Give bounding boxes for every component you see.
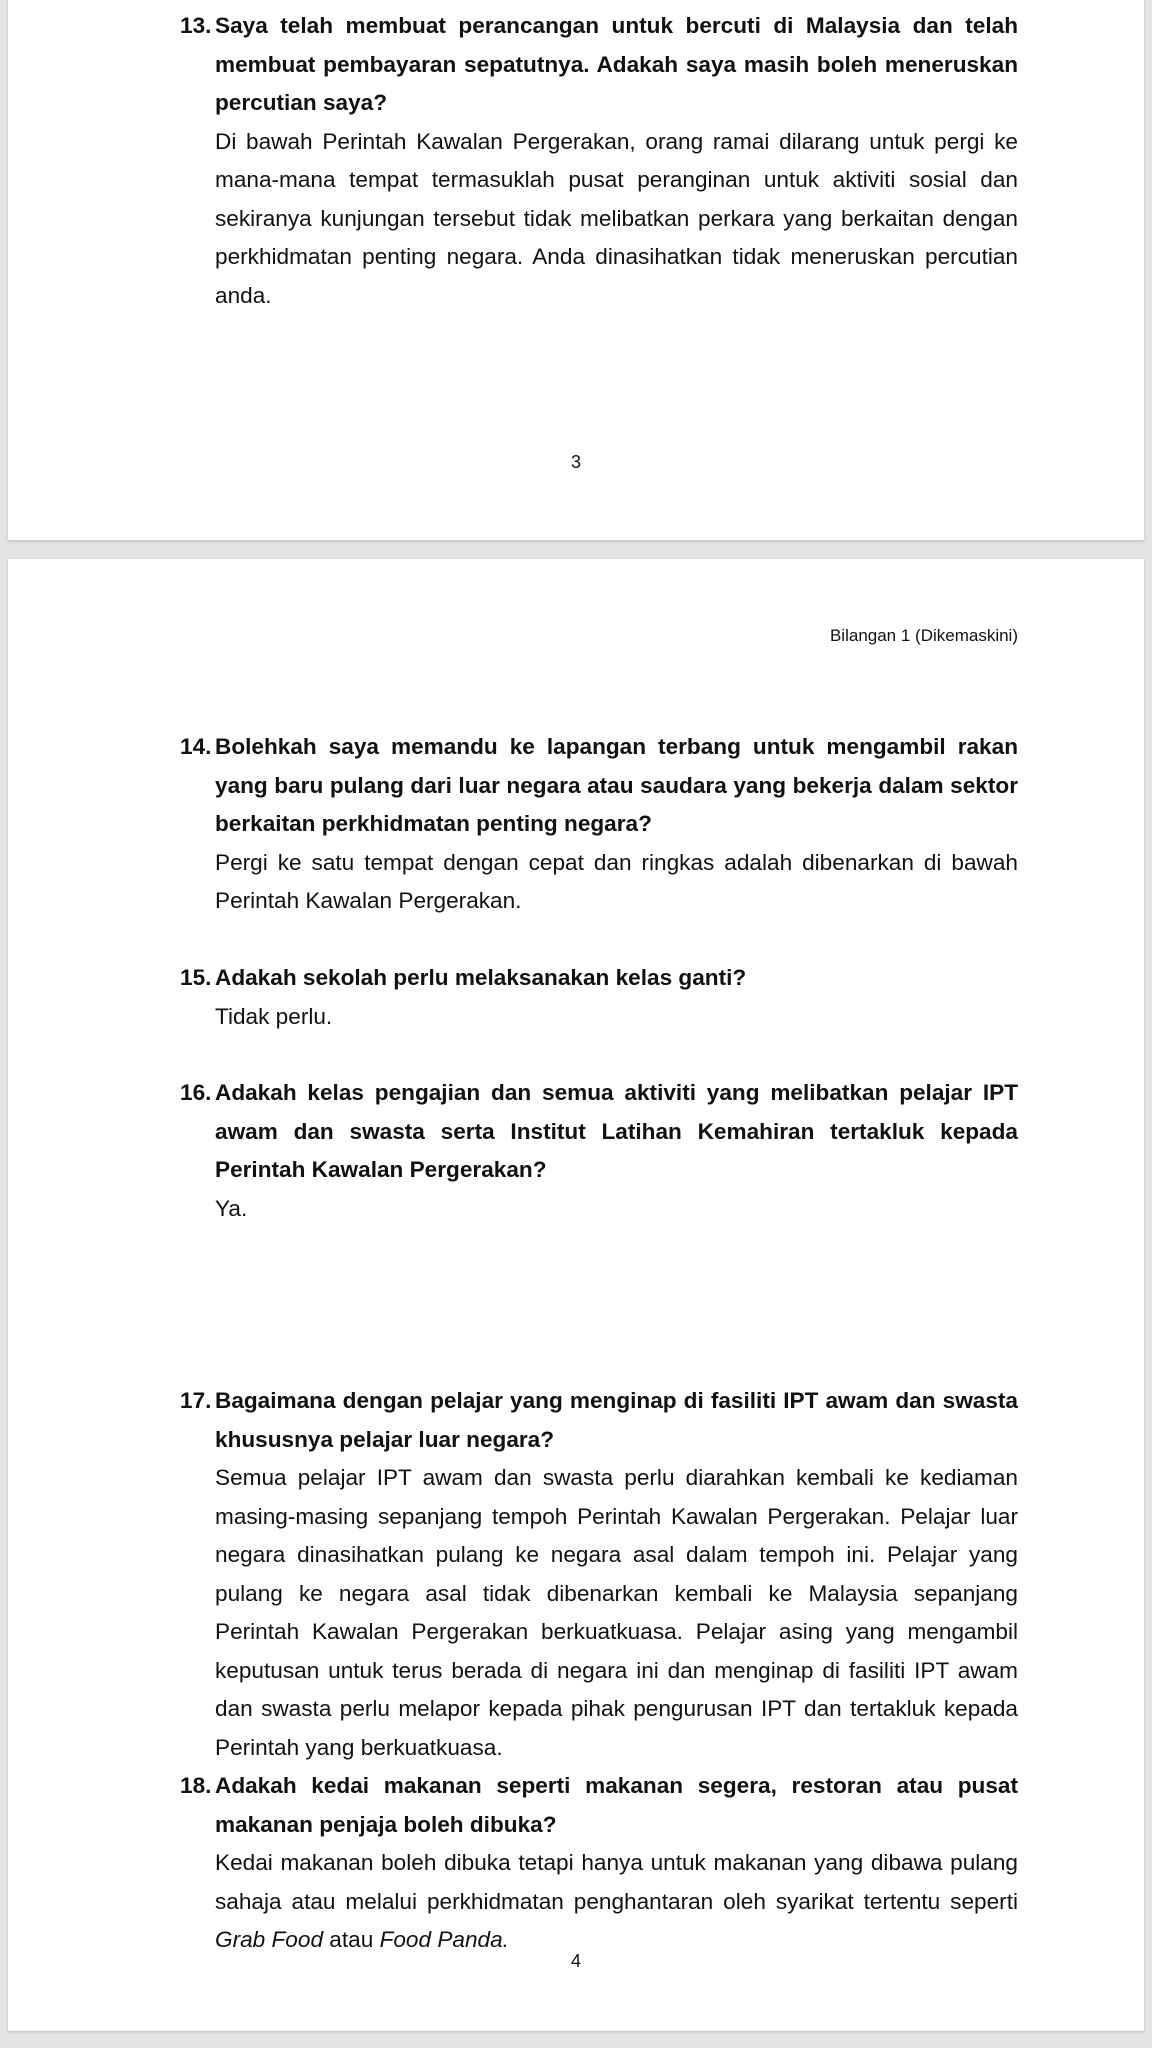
answer-text: Semua pelajar IPT awam dan swasta perlu diarahkan kembali ke kediaman masing-masing sepanjang tempoh Perintah Kawalan Pergerakan. Pelajar luar negara dinasihatkan pulang ke negara asal dalam tempoh ini. Pelajar yang pulang ke negara asal tidak dibenarkan kembali ke Malaysia sepanjang Perintah Kawalan Pergerakan berkuatkuasa. Pelajar asing yang mengambil keputusan untuk terus berada di negara ini dan menginap di fasiliti IPT awam dan swasta perlu melapor kepada pihak pengurusan IPT dan tertakluk kepada Perintah yang berkuatkuasa. [215, 1465, 1018, 1760]
question-number: 15. [180, 965, 212, 990]
question-text: Adakah sekolah perlu melaksanakan kelas ganti? [215, 965, 747, 990]
document-page-3 [8, 0, 1144, 540]
question-number: 17. [180, 1388, 212, 1413]
answer-text: Pergi ke satu tempat dengan cepat dan ringkas adalah dibenarkan di bawah Perintah Kawalan Pergerakan. [215, 849, 1018, 913]
qa-item-16 [180, 1074, 1018, 1228]
answer-join: atau [329, 1927, 374, 1952]
question-number: 14. [180, 734, 212, 759]
question [180, 7, 1018, 123]
qa-item-17 [180, 1382, 1018, 1767]
question-text: Bolehkah saya memandu ke lapangan terbang untuk mengambil rakan yang baru pulang dari luar negara atau saudara yang bekerja dalam sektor berkaitan perkhidmatan penting negara? [215, 734, 1018, 836]
page-header: Bilangan 1 (Dikemaskini) [829, 626, 1018, 645]
question-text: Adakah kedai makanan seperti makanan segera, restoran atau pusat makanan penjaja boleh dibuka? [215, 1773, 1018, 1837]
document-page-4 [8, 559, 1144, 2031]
page-number: 4 [570, 1951, 581, 1971]
qa-item-14 [180, 728, 1018, 921]
question-text: Saya telah membuat perancangan untuk bercuti di Malaysia dan telah membuat pembayaran sepatutnya. Adakah saya masih boleh meneruskan percutian saya? [215, 13, 1018, 115]
question [180, 1767, 1018, 1844]
answer-brand-grab-food: Grab Food [215, 1927, 324, 1952]
answer-brand-food-panda: Food Panda. [379, 1927, 509, 1952]
qa-item-13 [180, 7, 1018, 315]
question [180, 959, 1018, 998]
question [180, 1382, 1018, 1459]
answer-text: Ya. [215, 1195, 248, 1221]
answer-text: Tidak perlu. [215, 1003, 333, 1029]
qa-item-18 [180, 1767, 1018, 1960]
question-number: 16. [180, 1080, 212, 1105]
question [180, 728, 1018, 844]
question-number: 13. [180, 13, 212, 38]
answer-prefix: Kedai makanan boleh dibuka tetapi hanya untuk makanan yang dibawa pulang sahaja atau melalui perkhidmatan penghantaran oleh syarikat tertentu seperti [215, 1850, 1018, 1914]
qa-item-15 [180, 959, 1018, 1036]
answer-text: Di bawah Perintah Kawalan Pergerakan, orang ramai dilarang untuk pergi ke mana-mana tempat termasuklah pusat peranginan untuk aktiviti sosial dan sekiranya kunjungan tersebut tidak melibatkan perkara yang berkaitan dengan perkhidmatan penting negara. Anda dinasihatkan tidak meneruskan percutian anda. [215, 128, 1018, 308]
question-text: Adakah kelas pengajian dan semua aktiviti yang melibatkan pelajar IPT awam dan swasta serta Institut Latihan Kemahiran tertakluk kepada Perintah Kawalan Pergerakan? [215, 1080, 1018, 1182]
question-number: 18. [180, 1773, 212, 1798]
page-number: 3 [570, 452, 581, 472]
question [180, 1074, 1018, 1190]
answer-text [180, 1844, 1018, 1960]
question-text: Bagaimana dengan pelajar yang menginap di fasiliti IPT awam dan swasta khususnya pelajar luar negara? [215, 1388, 1018, 1452]
